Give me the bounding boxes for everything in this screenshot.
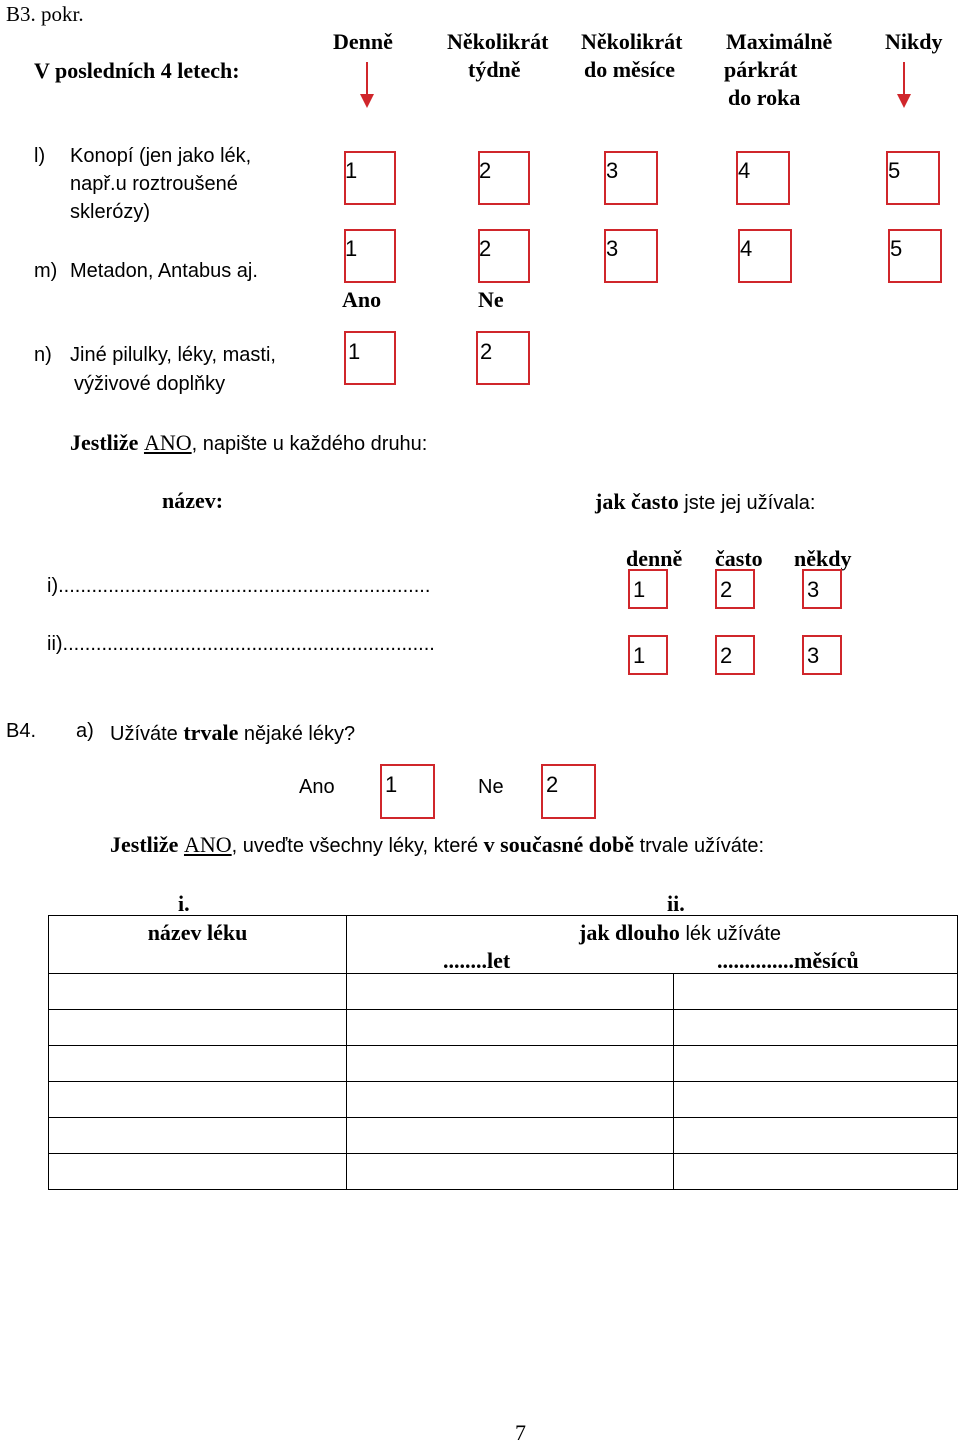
item-l-text-2: např.u roztroušené	[70, 173, 238, 195]
medication-name-cell[interactable]	[49, 1154, 347, 1190]
table-row	[49, 1154, 958, 1190]
section-b4-label: B4.	[6, 720, 37, 742]
checkbox-freq-2-sometimes[interactable]	[802, 635, 842, 675]
checkbox-freq-2-often[interactable]	[715, 635, 755, 675]
option-code: 3	[807, 643, 820, 668]
table-row	[49, 1118, 958, 1154]
checkbox-n-yes[interactable]	[344, 331, 396, 385]
medication-name-cell[interactable]	[49, 974, 347, 1010]
medication-name-cell[interactable]	[49, 1082, 347, 1118]
item-n-marker: n)	[34, 344, 52, 366]
item-m-marker: m)	[34, 260, 58, 282]
option-code: 5	[888, 158, 901, 183]
medication-name-header: název léku	[147, 920, 248, 945]
years-cell[interactable]	[347, 1010, 674, 1046]
freq-sometimes-label: někdy	[794, 546, 852, 571]
checkbox-freq-1-daily[interactable]	[628, 569, 668, 609]
freq-often-label: často	[715, 546, 763, 571]
substance-name-field-2[interactable]: ii)...................................................................	[47, 633, 435, 655]
years-cell[interactable]	[347, 1118, 674, 1154]
checkbox-l-2[interactable]	[478, 151, 530, 205]
option-code: 2	[479, 236, 492, 261]
yes-label: Ano	[342, 287, 382, 312]
duration-header: jak dlouho lék užíváte	[579, 920, 782, 945]
medication-table	[48, 915, 958, 1190]
col-header-yearly-2: párkrát	[724, 57, 798, 82]
years-cell[interactable]	[347, 1154, 674, 1190]
checkbox-m-2[interactable]	[478, 229, 530, 283]
page-number: 7	[515, 1420, 526, 1445]
table-row	[49, 1010, 958, 1046]
years-label: ........let	[443, 948, 511, 973]
name-column-header: název:	[162, 488, 224, 513]
table-header-name	[49, 916, 347, 974]
months-label: ..............měsíců	[717, 948, 859, 973]
option-code: 2	[720, 577, 733, 602]
followup-instruction: Jestliže ANO, napište u každého druhu:	[70, 430, 428, 455]
item-n-text: Jiné pilulky, léky, masti,	[70, 344, 276, 366]
section-title: B3. pokr.	[6, 2, 84, 26]
checkbox-b4-no[interactable]	[541, 764, 596, 819]
checkbox-m-1[interactable]	[344, 229, 396, 283]
checkbox-n-no[interactable]	[476, 331, 530, 385]
months-cell[interactable]	[674, 1082, 958, 1118]
checkbox-l-5[interactable]	[886, 151, 940, 205]
option-code: 1	[633, 643, 646, 668]
option-code: 2	[479, 158, 492, 183]
item-l-text-3: sklerózy)	[70, 201, 151, 223]
period-label: V posledních 4 letech:	[34, 58, 240, 83]
option-code: 3	[606, 158, 619, 183]
table-row	[49, 1082, 958, 1118]
table-header-duration	[347, 916, 958, 974]
months-cell[interactable]	[674, 974, 958, 1010]
question-marker: a)	[76, 720, 94, 742]
years-cell[interactable]	[347, 974, 674, 1010]
checkbox-l-1[interactable]	[344, 151, 396, 205]
col-header-weekly-2: týdně	[468, 57, 521, 82]
table-row	[49, 1046, 958, 1082]
months-cell[interactable]	[674, 1154, 958, 1190]
col-header-monthly-2: do měsíce	[584, 57, 676, 82]
frequency-column-header: jak často jste jej užívala:	[595, 489, 816, 514]
checkbox-m-4[interactable]	[738, 229, 792, 283]
option-code: 2	[720, 643, 733, 668]
no-label: Ne	[478, 287, 504, 312]
months-cell[interactable]	[674, 1010, 958, 1046]
question-text: Užíváte trvale nějaké léky?	[110, 720, 356, 745]
table-row	[49, 974, 958, 1010]
substance-name-field-1[interactable]: i)...................................................................	[47, 575, 431, 597]
checkbox-l-3[interactable]	[604, 151, 658, 205]
checkbox-m-3[interactable]	[604, 229, 658, 283]
option-code: 2	[480, 339, 493, 364]
col-header-yearly: Maximálně	[726, 29, 833, 54]
months-cell[interactable]	[674, 1046, 958, 1082]
option-code: 2	[546, 772, 559, 797]
option-code: 1	[385, 772, 398, 797]
checkbox-freq-1-sometimes[interactable]	[802, 569, 842, 609]
option-code: 4	[740, 236, 753, 261]
checkbox-m-5[interactable]	[888, 229, 942, 283]
yes-label: Ano	[299, 776, 335, 798]
option-code: 5	[890, 236, 903, 261]
freq-daily-label: denně	[626, 546, 683, 571]
col-header-monthly: Několikrát	[581, 29, 683, 54]
item-l-text: Konopí (jen jako lék,	[70, 145, 252, 167]
medication-name-cell[interactable]	[49, 1118, 347, 1154]
item-m-text: Metadon, Antabus aj.	[70, 260, 258, 282]
col-header-daily: Denně	[333, 29, 393, 54]
no-label: Ne	[478, 776, 504, 798]
medication-name-cell[interactable]	[49, 1046, 347, 1082]
option-code: 1	[633, 577, 646, 602]
years-cell[interactable]	[347, 1082, 674, 1118]
col-header-never: Nikdy	[885, 29, 943, 54]
option-code: 3	[606, 236, 619, 261]
option-code: 1	[345, 158, 358, 183]
column-i-marker: i.	[178, 891, 190, 916]
years-cell[interactable]	[347, 1046, 674, 1082]
item-n-text-2: výživové doplňky	[74, 373, 226, 395]
item-l-marker: l)	[34, 145, 46, 167]
checkbox-l-4[interactable]	[736, 151, 790, 205]
medication-name-cell[interactable]	[49, 1010, 347, 1046]
col-header-yearly-3: do roka	[728, 85, 801, 110]
option-code: 4	[738, 158, 751, 183]
checkbox-b4-yes[interactable]	[380, 764, 435, 819]
months-cell[interactable]	[674, 1118, 958, 1154]
option-code: 1	[345, 236, 358, 261]
option-code: 1	[348, 339, 361, 364]
checkbox-freq-1-often[interactable]	[715, 569, 755, 609]
option-code: 3	[807, 577, 820, 602]
col-header-weekly: Několikrát	[447, 29, 549, 54]
column-ii-marker: ii.	[667, 891, 685, 916]
b4-instruction: Jestliže ANO, uveďte všechny léky, které v současné době trvale užíváte:	[110, 832, 765, 857]
checkbox-freq-2-daily[interactable]	[628, 635, 668, 675]
